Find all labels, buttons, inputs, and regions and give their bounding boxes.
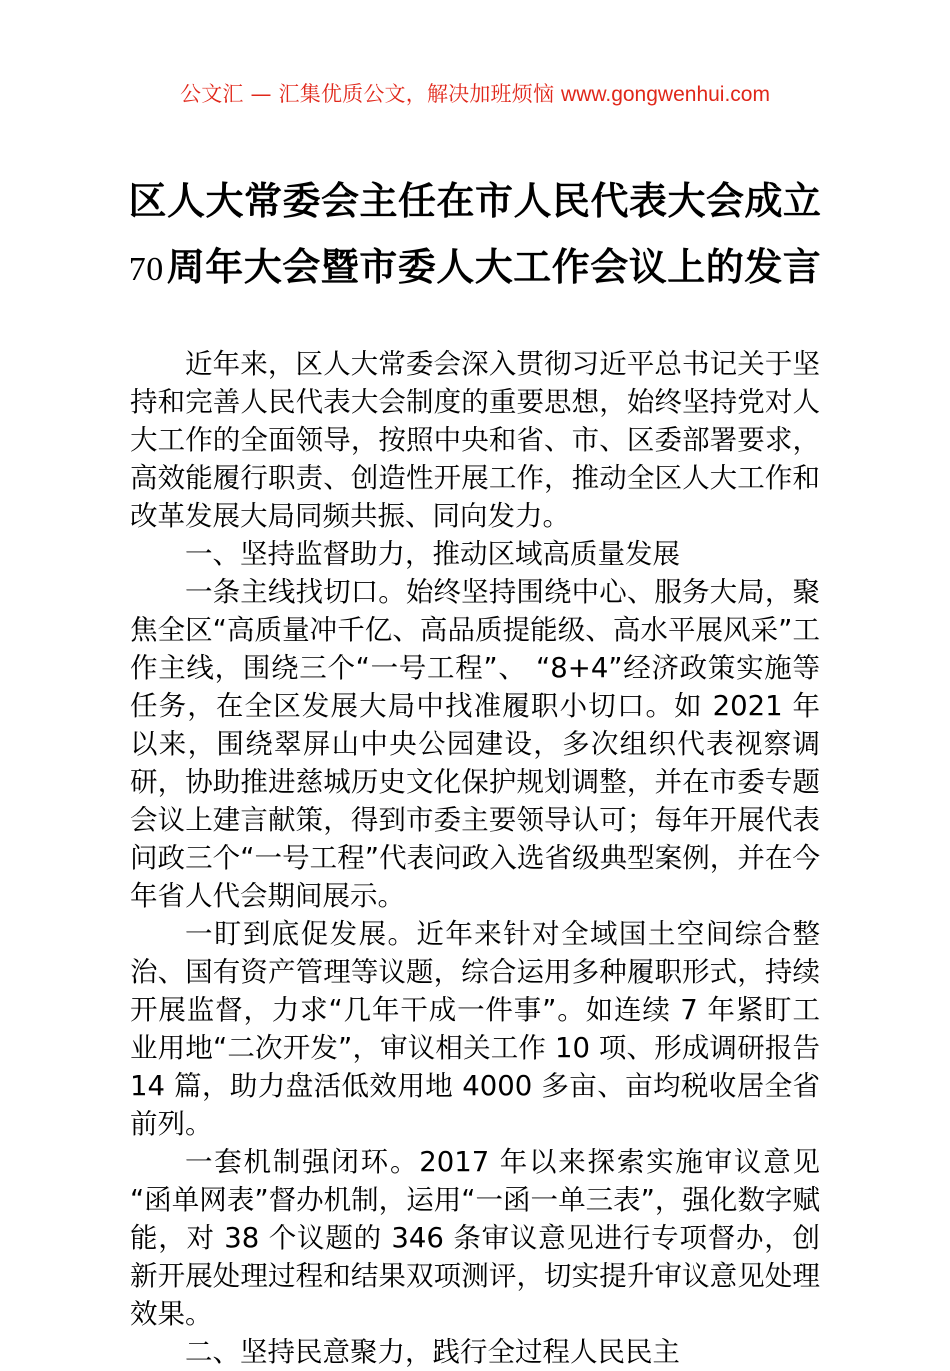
title-year-number: 70 <box>128 251 164 288</box>
body-paragraph: 一套机制强闭环。2017 年以来探索实施审议意见“函单网表”督办机制，运用“一函一单三表”，强化数字赋能，对 38 个议题的 346 条审议意见进行专项督办，创新开展处理过程和结果双项测评，切实提升审议意见处理效果。 <box>130 1146 820 1330</box>
document-title <box>125 168 825 303</box>
section-heading-1: 一、坚持监督助力，推动区域高质量发展 <box>185 538 680 570</box>
document-title-line-2 <box>125 234 825 303</box>
title-line-2-text: 周年大会暨市委人大工作会议上的发言 <box>166 245 822 289</box>
watermark-text: 公文汇 — 汇集优质公文，解决加班烦恼 <box>180 82 562 106</box>
site-watermark <box>0 78 950 108</box>
section-heading-2: 二、坚持民意聚力，践行全过程人民民主 <box>185 1336 680 1368</box>
body-paragraph: 一盯到底促发展。近年来针对全域国土空间综合整治、国有资产管理等议题，综合运用多种履职形式，持续开展监督，力求“几年干成一件事”。如连续 7 年紧盯工业用地“二次开发”，审议相关工作 10 项、形成调研报告 14 篇，助力盘活低效用地 4000 多亩、亩均税收居全省前列。 <box>130 918 820 1140</box>
document-title-line-1: 区人大常委会主任在市人民代表大会成立 <box>128 179 822 223</box>
document-body <box>130 345 820 1371</box>
body-paragraph: 一条主线找切口。始终坚持围绕中心、服务大局，聚焦全区“高质量冲千亿、高品质提能级、高水平展风采”工作主线，围绕三个“一号工程”、 “8+4”经济政策实施等任务，在全区发展大局中找准履职小切口。如 2021 年以来，围绕翠屏山中央公园建设，多次组织代表视察调研，协助推进慈城历史文化保护规划调整，并在市委专题会议上建言献策，得到市委主要领导认可；每年开展代表问政三个“一号工程”代表问政入选省级典型案例，并在今年省人代会期间展示。 <box>130 576 820 912</box>
body-paragraph: 近年来，区人大常委会深入贯彻习近平总书记关于坚持和完善人民代表大会制度的重要思想，始终坚持党对人大工作的全面领导，按照中央和省、市、区委部署要求，高效能履行职责、创造性开展工作，推动全区人大工作和改革发展大局同频共振、同向发力。 <box>130 348 820 532</box>
watermark-url: www.gongwenhui.com <box>561 83 770 106</box>
